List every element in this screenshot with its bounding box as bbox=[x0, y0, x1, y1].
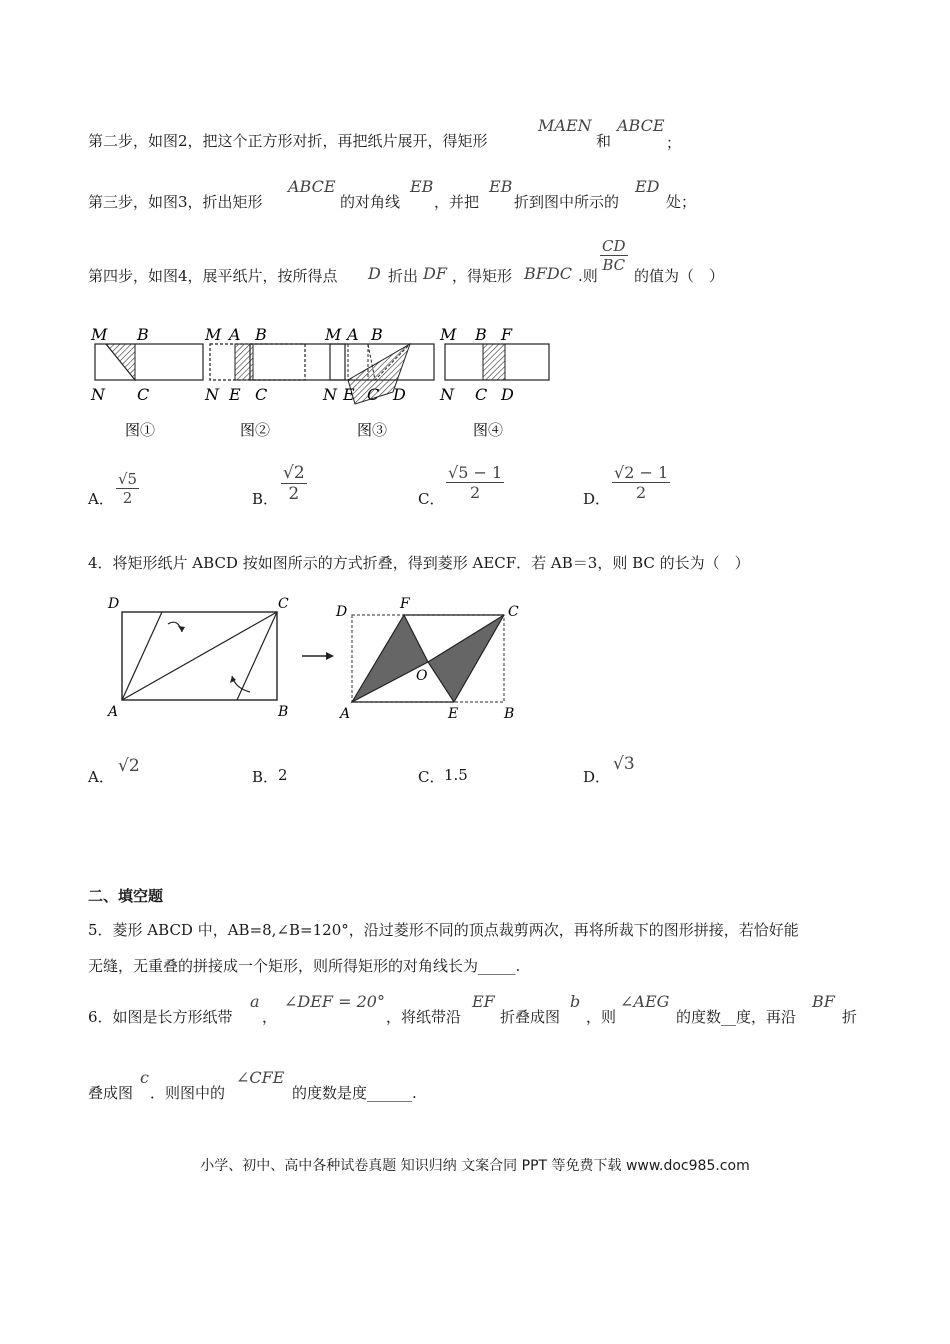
step4-then: .则 bbox=[578, 267, 598, 285]
footer-note: 小学、初中、高中各种试卷真题 知识归纳 文案合同 PPT 等免费下载 www.doc985.com bbox=[200, 1158, 750, 1174]
q3-choice-d-value bbox=[612, 463, 670, 502]
q4-left-c: C bbox=[278, 596, 289, 612]
q4-choice-a-label[interactable]: A． bbox=[88, 768, 114, 786]
q6-line2-lead: 叠成图 bbox=[88, 1084, 134, 1102]
fig3-label-n: N bbox=[323, 385, 337, 404]
step3-fold: 折到图中所示的 bbox=[514, 193, 620, 211]
q5-line1: 5．菱形 ABCD 中，AB=8,∠B=120°，沿过菱形不同的顶点裁剪两次，再将所裁下的图形拼接，若恰好能 bbox=[88, 921, 799, 939]
q4-right-e: E bbox=[448, 706, 459, 722]
q6-along: ，将纸带沿 bbox=[386, 1008, 462, 1026]
fig-4 bbox=[439, 325, 549, 404]
q4-right-a: A bbox=[340, 706, 351, 722]
q4-choice-c-value: 1.5 bbox=[444, 766, 468, 784]
fig2-label-n: N bbox=[205, 385, 219, 404]
q6-then: ，则 bbox=[586, 1008, 617, 1026]
q6-math-a: a bbox=[250, 992, 260, 1011]
q4-right-d: D bbox=[336, 604, 348, 620]
q3-choice-c-value bbox=[446, 463, 504, 502]
q6-comma: ， bbox=[262, 1008, 278, 1026]
q4-text: 4．将矩形纸片 ABCD 按如图所示的方式折叠，得到菱形 AECF．若 AB＝3，则 BC 的长为（ ） bbox=[88, 554, 750, 572]
fig-1 bbox=[90, 325, 203, 404]
q3-choice-a-label[interactable]: A． bbox=[88, 490, 114, 508]
q6-fold-to: 折叠成图 bbox=[500, 1008, 561, 1026]
q6-fold: 折 bbox=[842, 1008, 858, 1026]
fig4-label-c: C bbox=[475, 385, 488, 404]
math-abce-2: ABCE bbox=[288, 177, 336, 196]
q4-choice-a-value: √2 bbox=[118, 756, 140, 776]
q6-math-angle-aeg: ∠AEG bbox=[620, 992, 670, 1011]
q5-line2: 无缝，无重叠的拼接成一个矩形，则所得矩形的对角线长为_____. bbox=[88, 957, 521, 975]
q6-math-bf: BF bbox=[812, 992, 835, 1011]
q3-c-num: √5 − 1 bbox=[448, 463, 503, 482]
q3-d-num: √2 − 1 bbox=[614, 463, 669, 482]
math-df: DF bbox=[423, 264, 447, 283]
q3-choice-c-label[interactable]: C． bbox=[418, 490, 445, 508]
step2-end: ； bbox=[666, 134, 682, 152]
step2-lead: 第二步，如图2，把这个正方形对折，再把纸片展开，得矩形 bbox=[88, 132, 488, 150]
q6-line2-end: 的度数是度______. bbox=[292, 1084, 417, 1102]
fig3-label-d: D bbox=[393, 385, 406, 404]
step2-text bbox=[88, 131, 488, 151]
q4-figure bbox=[90, 590, 540, 725]
q3-choice-b-label[interactable]: B． bbox=[252, 490, 279, 508]
caption-fig4: 图④ bbox=[473, 421, 504, 439]
step3-diag: 的对角线 bbox=[340, 193, 401, 211]
fig4-label-m: M bbox=[440, 325, 457, 344]
q4-left-d: D bbox=[108, 596, 120, 612]
step4-lead: 第四步，如图4，展平纸片，按所得点 bbox=[88, 267, 338, 285]
q4-left-a: A bbox=[108, 704, 119, 720]
fig4-label-b: B bbox=[475, 325, 487, 344]
q4-right-rect bbox=[335, 596, 519, 722]
q4-right-f: F bbox=[400, 596, 410, 612]
q4-choice-c-label[interactable]: C． bbox=[418, 768, 445, 786]
step3-end: 处； bbox=[666, 193, 697, 211]
q6-math-angle-cfe: ∠CFE bbox=[236, 1068, 285, 1087]
fig4-label-f: F bbox=[501, 325, 513, 344]
math-bfdc: BFDC bbox=[524, 264, 572, 283]
q4-right-b: B bbox=[504, 706, 515, 722]
q4-right-o: O bbox=[416, 668, 428, 684]
q4-left-rect bbox=[106, 596, 289, 720]
q3-b-num: √2 bbox=[283, 463, 305, 483]
fig1-label-b: B bbox=[137, 325, 149, 344]
q6-degree: 的度数__度，再沿 bbox=[676, 1008, 797, 1026]
fig2-label-c: C bbox=[255, 385, 268, 404]
step4-rect: ，得矩形 bbox=[452, 267, 513, 285]
math-maen: MAEN bbox=[538, 116, 592, 135]
fig1-label-c: C bbox=[137, 385, 150, 404]
fig4-label-n: N bbox=[440, 385, 454, 404]
q6-math-angle-def: ∠DEF = 20° bbox=[284, 992, 385, 1011]
q3-choice-a-value bbox=[116, 470, 139, 507]
q4-choice-d-label[interactable]: D． bbox=[583, 768, 611, 786]
caption-fig2: 图② bbox=[240, 421, 271, 439]
fig1-label-n: N bbox=[91, 385, 105, 404]
math-ed: ED bbox=[635, 177, 660, 196]
step3-and: ，并把 bbox=[434, 193, 480, 211]
step3-lead: 第三步，如图3，折出矩形 bbox=[88, 193, 263, 211]
fig2-label-e: E bbox=[229, 385, 241, 404]
math-eb-2: EB bbox=[489, 177, 513, 196]
q3-d-den: 2 bbox=[635, 483, 647, 502]
section-fill-in: 二、填空题 bbox=[88, 887, 164, 905]
q6-line2-mid: ．则图中的 bbox=[150, 1084, 226, 1102]
fig3-label-e: E bbox=[343, 385, 355, 404]
step2-and: 和 bbox=[596, 132, 612, 150]
fraction-num: CD bbox=[602, 237, 626, 255]
fig3-label-a: A bbox=[347, 325, 359, 344]
q6-lead: 6．如图是长方形纸带 bbox=[88, 1008, 233, 1026]
q3-b-den: 2 bbox=[288, 484, 300, 504]
q4-choice-b-label[interactable]: B． bbox=[252, 768, 279, 786]
fig4-label-d: D bbox=[501, 385, 514, 404]
q3-c-den: 2 bbox=[469, 483, 481, 502]
caption-fig1: 图① bbox=[125, 421, 156, 439]
fig2-label-b: B bbox=[255, 325, 267, 344]
fig3-label-m: M bbox=[325, 325, 342, 344]
q3-choice-b-value bbox=[281, 463, 307, 504]
q6-math-b: b bbox=[570, 992, 581, 1011]
q4-right-c: C bbox=[508, 604, 519, 620]
q4-choice-b-value: 2 bbox=[278, 766, 288, 784]
fig2-label-a: A bbox=[229, 325, 241, 344]
q3-a-num: √5 bbox=[118, 470, 138, 488]
step4-fold: 折出 bbox=[388, 267, 419, 285]
math-eb: EB bbox=[410, 177, 434, 196]
fig3-label-b: B bbox=[371, 325, 383, 344]
math-abce: ABCE bbox=[617, 116, 665, 135]
folding-figures bbox=[85, 322, 565, 447]
q3-choice-d-label[interactable]: D． bbox=[583, 490, 611, 508]
fraction-cd-bc bbox=[600, 237, 628, 274]
q6-math-ef: EF bbox=[472, 992, 495, 1011]
math-d: D bbox=[368, 264, 381, 283]
q4-left-b: B bbox=[278, 704, 289, 720]
q3-a-den: 2 bbox=[122, 489, 133, 507]
fig3-label-c: C bbox=[367, 385, 380, 404]
fig2-label-m: M bbox=[205, 325, 222, 344]
fraction-den: BC bbox=[602, 256, 626, 274]
fig-3 bbox=[322, 325, 434, 404]
q4-choice-d-value: √3 bbox=[613, 754, 635, 774]
step4-end: 的值为（ ） bbox=[634, 267, 725, 285]
caption-fig3: 图③ bbox=[357, 421, 388, 439]
q6-math-c: c bbox=[140, 1068, 149, 1087]
fig1-label-m: M bbox=[91, 325, 108, 344]
